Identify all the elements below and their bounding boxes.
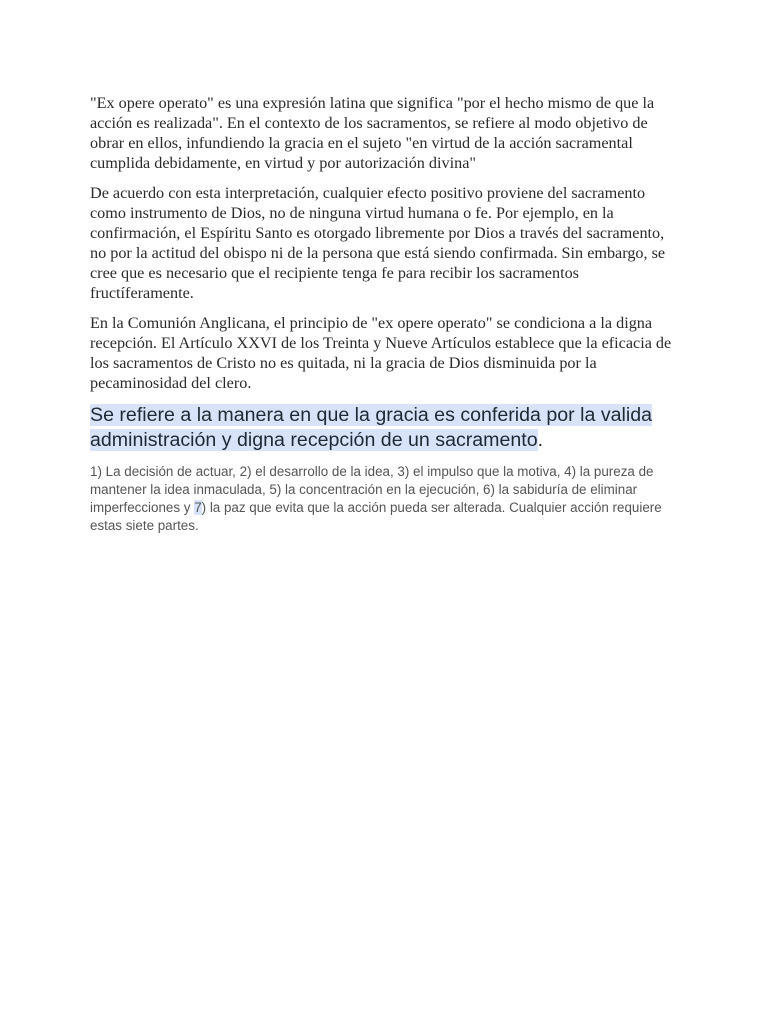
paragraph-anglican-communion: En la Comunión Anglicana, el principio de "ex opere operato" se condiciona a la digna recepción. El Artículo XXVI de los Treinta y Nueve Artículos establece que la eficacia de los sacramentos de Cristo no es quitada, ni la gracia de Dios disminuida por la pecaminosidad del clero. <box>90 314 672 392</box>
seven-parts-text-after: ) la paz que evita que la acción pueda ser alterada. Cualquier acción requiere estas siete partes. <box>90 500 662 533</box>
paragraph-ex-opere-operato-definition: "Ex opere operato" es una expresión latina que significa "por el hecho mismo de que la acción es realizada". En el contexto de los sacramentos, se refiere al modo objetivo de obrar en ellos, infundiendo la gracia en el sujeto "en virtud de la acción sacramental cumplida debidamente, en virtud y por autorización divina" <box>90 94 655 172</box>
highlighted-summary <box>90 403 680 453</box>
seven-parts-text-before: 1) La decisión de actuar, 2) el desarrollo de la idea, 3) el impulso que la motiva, 4) la pureza de mantener la idea inmaculada, 5) la concentración en la ejecución, 6) la sabiduría de eliminar imperfecciones y <box>90 464 654 515</box>
highlighted-summary-text: Se refiere a la manera en que la gracia es conferida por la valida administración y digna recepción de un sacramento <box>90 404 653 451</box>
document-body <box>90 93 680 535</box>
seven-parts-highlight-7: 7 <box>194 500 202 515</box>
paragraph-interpretation: De acuerdo con esta interpretación, cualquier efecto positivo proviene del sacramento como instrumento de Dios, no de ninguna virtud humana o fe. Por ejemplo, en la confirmación, el Espíritu Santo es otorgado libremente por Dios a través del sacramento, no por la actitud del obispo ni de la persona que está siendo confirmada. Sin embargo, se cree que es necesario que el recipiente tenga fe para recibir los sacramentos fructíferamente. <box>90 184 666 302</box>
highlighted-summary-period: . <box>537 429 544 451</box>
seven-parts-text <box>90 463 680 535</box>
